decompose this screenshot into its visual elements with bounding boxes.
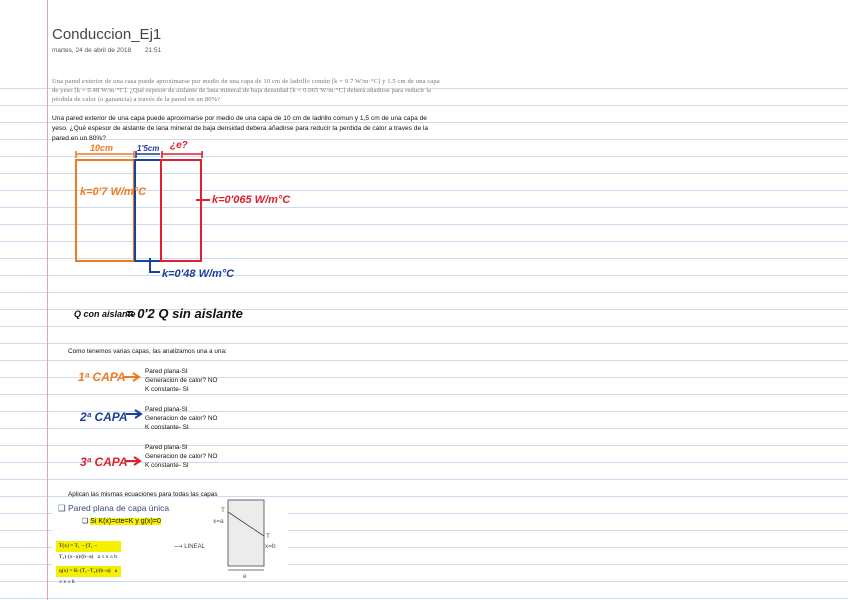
layer-1-arrow — [124, 373, 139, 381]
heatflux-equation: q(x) = K·(T₁−T₂)/(b−a) a ≤ x ≤ b — [56, 566, 121, 577]
k-insul-label: k=0'065 W/m°C — [212, 194, 291, 206]
e-label: e — [243, 573, 247, 580]
page-time: 21:51 — [145, 47, 162, 54]
note-line: Generacion de calor? NO — [145, 415, 218, 422]
page-date: martes, 24 de abril de 2018 — [52, 47, 132, 54]
layer-3-label: 3ª CAPA — [80, 455, 128, 469]
layers-intro: Como tenemos varias capas, las analizamos una a una: — [68, 348, 227, 355]
t1-label: T — [221, 507, 225, 514]
note-line: K constante- SI — [145, 424, 189, 431]
layer-2-arrow — [126, 410, 141, 418]
note-line: Pared plana-SI — [145, 368, 188, 375]
q-ratio: = 0'2 Q sin aislante — [126, 306, 243, 321]
clip-heading-text: Pared plana de capa única — [68, 503, 170, 513]
insulation-layer — [161, 160, 201, 261]
brick-layer — [76, 160, 134, 261]
lineal-label: ⟶ LINEAL — [174, 544, 205, 550]
page-title[interactable]: Conduccion_Ej1 — [52, 26, 162, 43]
clip-heading — [58, 503, 169, 514]
note-line: Generacion de calor? NO — [145, 377, 218, 384]
note-line: Generacion de calor? NO — [145, 453, 218, 460]
checkbox-icon: ❑ — [58, 503, 66, 513]
note-line: K constante- SI — [145, 386, 189, 393]
scanned-problem-image: Una pared exterior de una casa puede aproximarse por medio de una capa de 10 cm de ladrillo común [k = 0.7 W/m·°C] y 1.5 cm de una capa de yeso [k = 0.48 W/m·°C]. ¿Qué espesor de aislante de lana mineral de baja densidad [k = 0.065 W/m·°C] deberá añadirse para reducir la pérdida de calor (o ganancia) a través de la pared en un 80%? — [52, 78, 440, 103]
layer-1-label: 1ª CAPA — [78, 370, 126, 384]
equations-note: Aplican las mismas ecuaciones para todas las capas — [68, 491, 218, 498]
problem-text: Una pared exterior de una capa puede aproximarse por medio de una capa de 10 cm de ladrillo comun y 1,5 cm de una capa de yeso. ¿Qué espesor de aislante de lana mineral de baja densidad debera añadirse para reducir la perdida de calor a traves de la pared en un 80%? — [52, 115, 429, 142]
wall-diagram — [202, 498, 288, 578]
t2-label: T — [266, 533, 270, 540]
formula-clip-image — [52, 498, 288, 585]
dim-plaster-label: 1'5cm — [137, 144, 160, 153]
note-line: K constante- SI — [145, 462, 189, 469]
note-line: Pared plana-SI — [145, 406, 188, 413]
q-with-insulation: Q con aislante — [74, 309, 136, 319]
k-brick-label: k=0'7 W/m°C — [80, 186, 147, 198]
x-b-label: x=b — [265, 543, 276, 550]
dim-brick-label: 10cm — [90, 143, 114, 153]
plaster-layer — [135, 160, 161, 261]
dim-insul-label: ¿e? — [170, 140, 188, 151]
note-line: Pared plana-SI — [145, 444, 188, 451]
x-a-label: x=a — [213, 518, 224, 525]
temperature-equation: T(x) = T₁ − (T₁ − T₂)·(x−a)/(b−a) a ≤ x ≤ b — [56, 541, 121, 552]
k-plaster-label: k=0'48 W/m°C — [162, 268, 235, 280]
clip-condition — [82, 517, 161, 525]
condition-text: Si K(x)=cte=K y g(x)=0 — [90, 518, 161, 525]
checkbox-icon: ❑ — [82, 518, 89, 525]
layer-2-label: 2ª CAPA — [80, 410, 128, 424]
dimension-insul — [162, 151, 202, 158]
lineal-text: LINEAL — [184, 544, 205, 550]
